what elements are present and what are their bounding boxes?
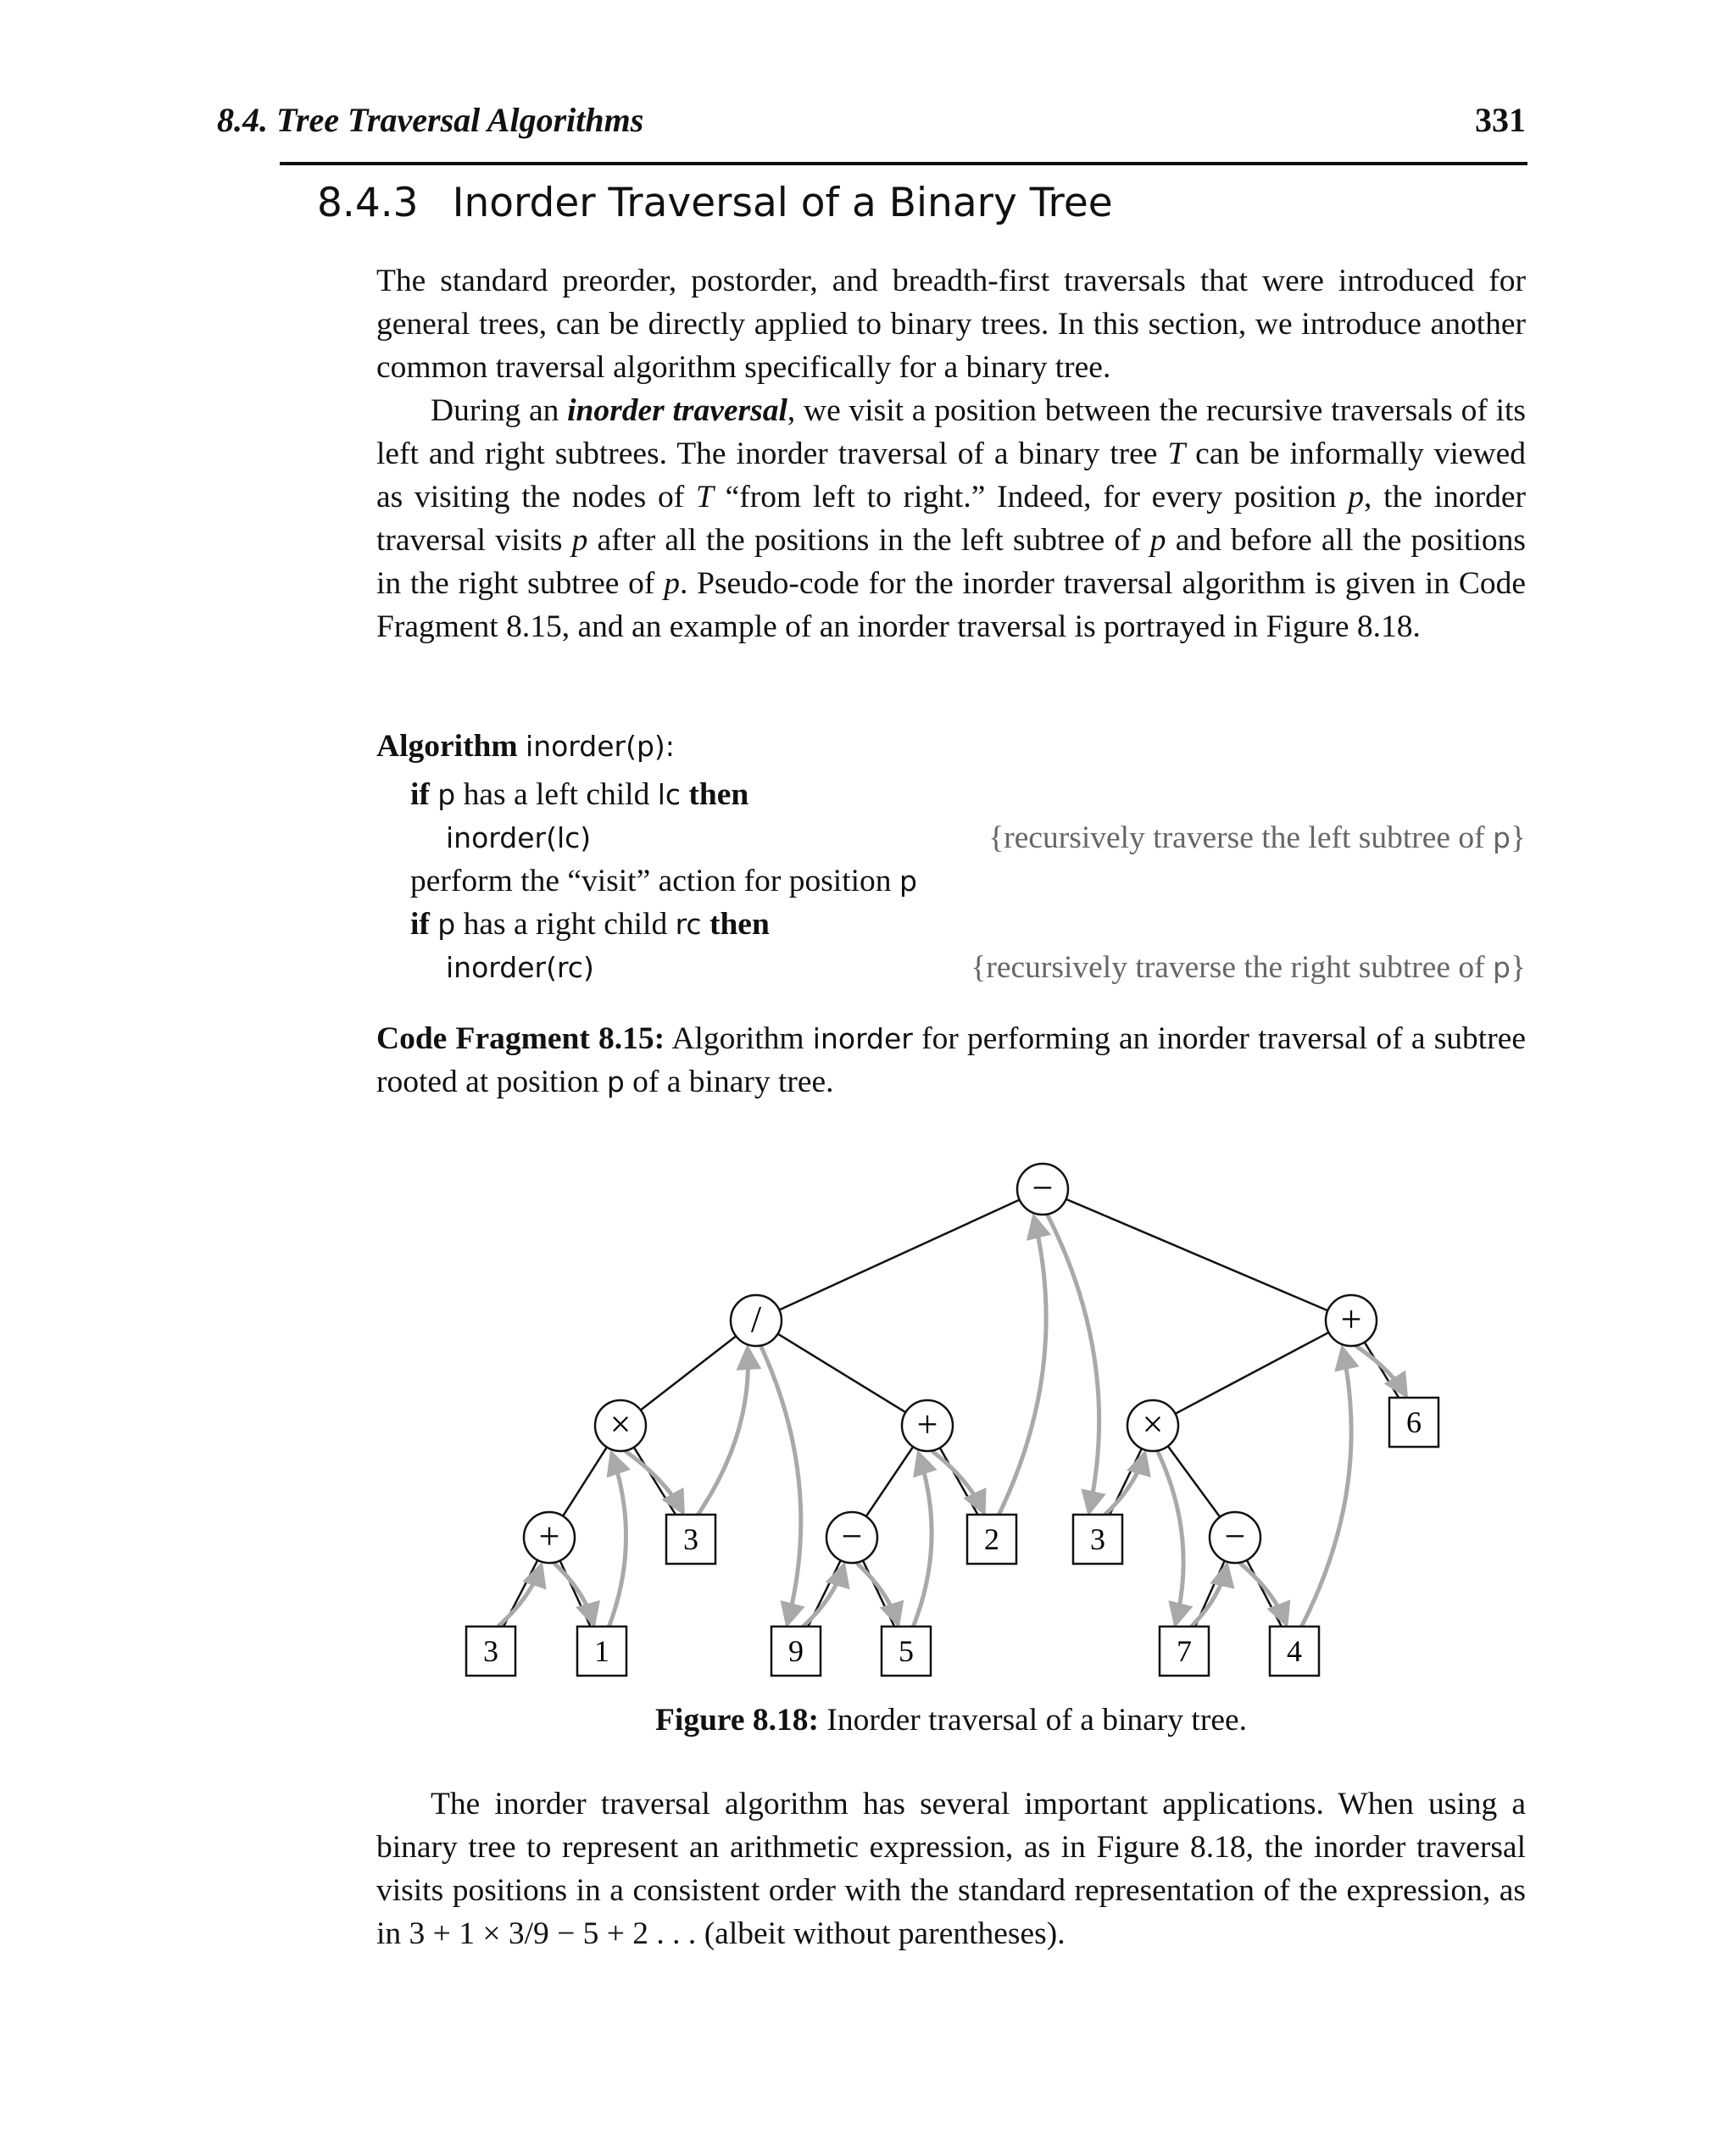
traversal-arrow-root-to-threeB [1048,1215,1099,1511]
node-label: / [750,1299,762,1340]
traversal-arrow-two-to-root [999,1218,1046,1515]
tree-node-threeA [666,1515,715,1564]
tree-node-timesR [1127,1400,1178,1451]
algorithm-comment-right: {recursively traverse the right subtree of p} [971,950,1526,985]
traversal-arrow-five-to-plusM [913,1454,932,1627]
traversal-arrow-minusM-to-five [857,1563,898,1623]
node-label: 3 [1090,1522,1105,1556]
node-label: 3 [483,1634,498,1668]
tree-edge-timesL-plusLL [563,1447,607,1515]
tree-node-plusM [902,1400,953,1451]
node-label: − [841,1515,863,1557]
section-title: Inorder Traversal of a Binary Tree [452,180,1113,226]
tree-node-threeC [466,1627,515,1676]
node-label: 7 [1177,1634,1192,1668]
node-label: × [1142,1404,1164,1445]
node-label: 9 [788,1634,804,1668]
tree-edge-minusM-five [863,1560,894,1627]
tree-node-one [577,1627,626,1676]
node-label: 3 [683,1522,698,1556]
node-label: × [609,1404,632,1445]
tree-edge-minusR-four [1247,1560,1282,1627]
figure-caption: Figure 8.18: Inorder traversal of a binary tree. [655,1703,1247,1738]
tree-node-plusLL [524,1512,575,1563]
tree-node-div [731,1295,782,1346]
algorithm-line-5: inorder(rc) {recursively traverse the right subtree of p} [446,946,1526,989]
node-label: − [1224,1515,1246,1557]
paragraph-inorder: During an inorder traversal, we visit a position between the recursive traversals of its left and right subtrees. The inorder traversal of a binary tree T can be informally viewed as visiting the nodes of T “from left to right.” Indeed, for every position p, the inorder traversal visits p after all the positions in the left subtree of p and before all the positions in the right subtree of p. Pseudo-code for the inorder traversal algorithm is given in Code Fragment 8.15, and an example of an inorder traversal is portrayed in Figure 8.18. [376,393,1527,644]
algorithm-line-2: inorder(lc) {recursively traverse the left subtree of p} [446,816,1526,859]
tree-node-plusR [1326,1295,1377,1346]
term-inorder-traversal: inorder traversal [567,393,787,428]
tree-node-seven [1160,1627,1209,1676]
tree-node-threeB [1073,1515,1122,1564]
tree-edge-plusR-timesR [1176,1332,1329,1414]
tree-node-root [1017,1164,1068,1215]
traversal-arrow-one-to-timesL [609,1454,626,1627]
algorithm-signature: Algorithm inorder(p): [376,729,675,764]
tree-edge-plusM-two [940,1448,978,1515]
tree-node-timesL [595,1400,646,1451]
tree-node-minusR [1210,1512,1260,1563]
traversal-arrow-plusLL-to-one [554,1563,593,1623]
code-fragment-caption: Code Fragment 8.15: Algorithm inorder for performing an inorder traversal of a subtree rooted at position p of a binary tree. [376,1021,1526,1099]
expression: 3 + 1 × 3/9 − 5 + 2 . . . [409,1916,697,1951]
algorithm-line-4: if p has a right child rc then [410,907,770,942]
traversal-arrow-div-to-nine [761,1346,801,1623]
tree-node-nine [771,1627,821,1676]
node-label: + [538,1515,560,1557]
tree-edge-root-div [779,1200,1019,1310]
tree-node-six [1389,1398,1438,1447]
tree-node-four [1270,1627,1319,1676]
traversal-arrow-timesR-to-seven [1158,1451,1184,1623]
algorithm-line-1: if p has a left child lc then [410,777,749,812]
algorithm-line-3: perform the “visit” action for position p [410,864,917,898]
node-label: 1 [594,1634,609,1668]
tree-edge-root-plusR [1066,1199,1328,1310]
page-number: 331 [1475,101,1526,139]
traversal-arrow-four-to-plusR [1301,1349,1351,1627]
node-label: + [916,1404,938,1445]
tree-node-five [882,1627,931,1676]
tree-edge-timesL-threeA [634,1448,676,1515]
paragraph-applications: The inorder traversal algorithm has several important applications. When using a binary tree to represent an arithmetic expression, as in Figure 8.18, the inorder traversal visits positions in a consistent order with the standard representation of the expression, as in 3 + 1 × 3/9 − 5 + 2 . . . (albeit without parentheses). [376,1787,1526,1951]
tree-edge-div-plusM [778,1334,906,1413]
section-number: 8.4.3 [317,180,419,226]
node-label: − [1032,1167,1054,1209]
node-label: 2 [984,1522,999,1556]
tree-edge-plusM-minusM [866,1447,913,1516]
paragraph-intro: The standard preorder, postorder, and breadth-first traversals that were introduced for general trees, can be directly applied to binary trees. In this section, we introduce another common traversal algorithm specifically for a binary tree. [376,264,1526,385]
node-label: + [1340,1299,1362,1340]
tree-edge-plusR-six [1365,1343,1399,1398]
node-label: 6 [1406,1405,1422,1439]
node-label: 5 [899,1634,914,1668]
algorithm-comment-left: {recursively traverse the left subtree of p} [988,820,1526,855]
tree-node-two [967,1515,1016,1564]
node-label: 4 [1287,1634,1302,1668]
traversal-arrow-minusR-to-four [1240,1563,1286,1623]
running-header-section: 8.4. Tree Traversal Algorithms [217,101,644,139]
tree-node-minusM [826,1512,877,1563]
tree-edge-div-timesL [641,1336,737,1410]
traversal-arrow-threeA-to-div [698,1349,748,1515]
